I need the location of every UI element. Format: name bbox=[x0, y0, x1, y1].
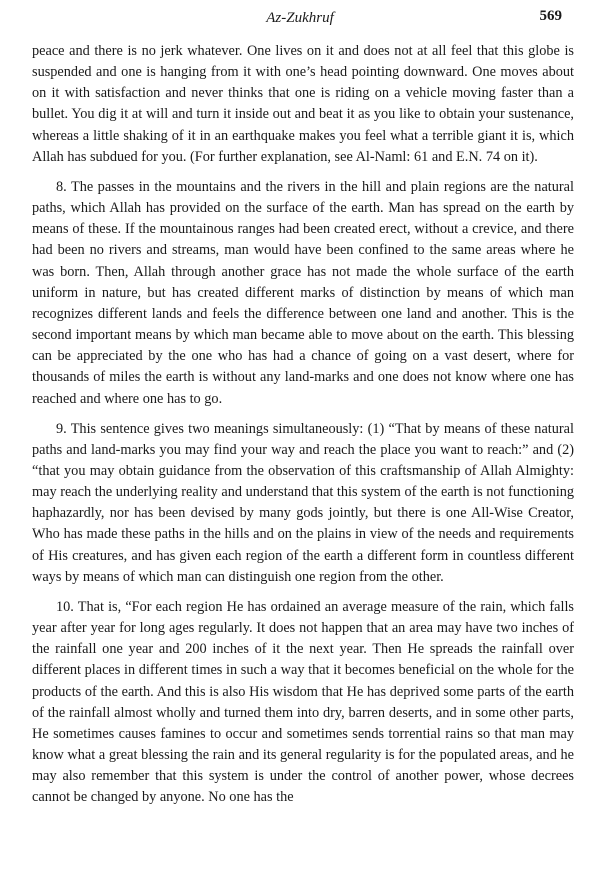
note-10: 10. That is, “For each region He has ordained an average measure of the rain, which falls year after year for long ages regularly. It does not happen that an area may have two inches of the rainfall one year and 200 inches of it the next year. Then He spreads the rainfall over different places in different times in such a way that it becomes beneficial on the whole for the products of the earth. And this is also His wisdom that He has deprived some parts of the earth of the rainfall almost wholly and turned them into dry, barren deserts, and in some other parts, He sometimes causes famines to occur and sometimes sends torrential rains so that man may know what a great blessing the rain and its general regularity is for the populated areas, and he may also remember that this system is under the control of another power, whose decrees cannot be changed by anyone. No one has the bbox=[32, 598, 574, 806]
note-8: 8. The passes in the mountains and the rivers in the hill and plain regions are the natural paths, which Allah has provided on the surface of the earth. Man has spread on the earth by means of these. If the mountainous ranges had been created erect, without a crevice, and there had been no rivers and streams, man would have been confined to the same areas where he was born. Then, Allah through another grace has not made the whole surface of the earth uniform in nature, but has created different marks of distinction by means of which man recognizes different lands and feels the difference between one land and another. This is the second important means by which man became able to move about on the earth. This blessing can be appreciated by the one who has had a chance of going on a vast desert, where for thousands of miles the earth is without any land-marks and one does not know where one has reached and where one has to go. bbox=[32, 178, 574, 407]
paragraph-continuation: peace and there is no jerk whatever. One lives on it and does not at all feel that this globe is suspended and one is hanging from it with one’s head pointing downward. One moves about on it with satisfaction and never thinks that one is riding on a vehicle moving faster than a bullet. You dig it at will and turn it inside out and beat it as you like to obtain your sustenance, whereas a little shaking of it in an earthquake makes you feel what a terrible giant it is, which Allah has subdued for you. (For further explanation, see Al-Naml: 61 and E.N. 74 on it). bbox=[32, 43, 574, 165]
body-text bbox=[32, 41, 574, 808]
note-9: 9. This sentence gives two meanings simultaneously: (1) “That by means of these natural paths and land-marks you may find your way and reach the place you want to reach:” and (2) “that you may obtain guidance from the observation of this craftsmanship of Allah Almighty: may reach the underlying reality and understand that this system of the earth is not functioning haphazardly, nor has been devised by many gods jointly, but there is one All-Wise Creator, Who has made these paths in the hills and on the plains in view of the needs and requirements of His creatures, and has given each region of the earth a different form in countless different ways by means of which man can distinguish one region from the other. bbox=[32, 420, 574, 585]
running-title: Az-Zukhruf bbox=[266, 10, 334, 26]
page-number: 569 bbox=[539, 8, 562, 24]
